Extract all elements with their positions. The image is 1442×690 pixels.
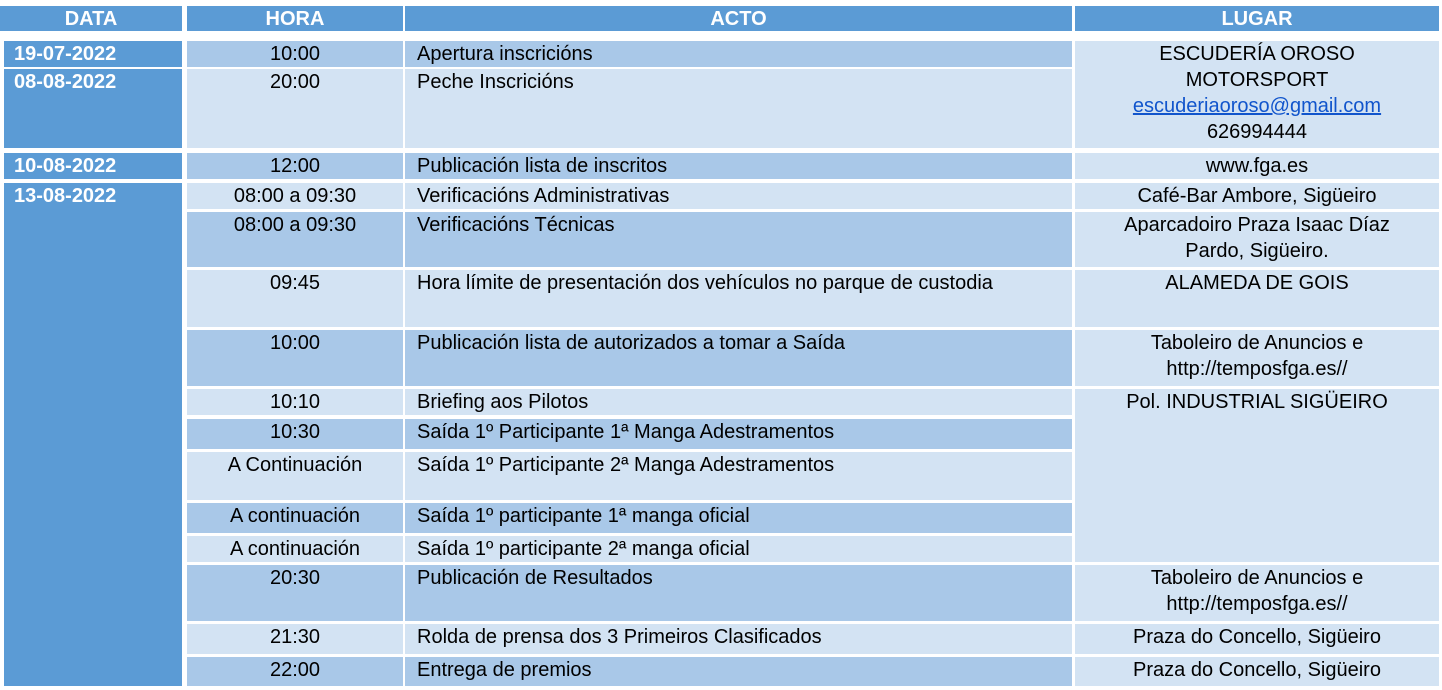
hora-cell: 08:00 a 09:30 [187, 183, 403, 209]
lugar-cell: ALAMEDA DE GOIS [1075, 270, 1439, 327]
hora-cell: 10:10 [187, 389, 403, 415]
lugar-cell: Praza do Concello, Sigüeiro [1075, 657, 1439, 686]
hora-cell: 10:30 [187, 419, 403, 449]
acto-cell: Rolda de prensa dos 3 Primeiros Clasificados [405, 624, 1072, 654]
lugar-cell: www.fga.es [1075, 153, 1439, 179]
hora-cell: 10:00 [187, 330, 403, 386]
hora-cell: A Continuación [187, 452, 403, 500]
date-cell: 19-07-2022 [4, 41, 182, 67]
organizer-name: ESCUDERÍA OROSO [1159, 43, 1355, 65]
lugar-line: Pardo, Sigüeiro. [1185, 240, 1329, 262]
acto-cell: Publicación de Resultados [405, 565, 1072, 621]
phone-number: 626994444 [1206, 121, 1308, 143]
lugar-cell: Pol. INDUSTRIAL SIGÜEIRO [1075, 389, 1439, 562]
hora-cell: 20:30 [187, 565, 403, 621]
lugar-cell [1075, 330, 1439, 386]
header-lugar: LUGAR [1075, 6, 1439, 31]
acto-cell: Publicación lista de autorizados a tomar a Saída [405, 330, 1072, 386]
acto-cell: Entrega de premios [405, 657, 1072, 686]
lugar-cell: Café-Bar Ambore, Sigüeiro [1075, 183, 1439, 209]
acto-cell: Peche Inscricións [405, 69, 1072, 148]
organizer-name-line2: MOTORSPORT [1185, 69, 1329, 91]
acto-cell: Publicación lista de inscritos [405, 153, 1072, 179]
hora-cell: 21:30 [187, 624, 403, 654]
acto-cell: Briefing aos Pilotos [405, 389, 1072, 415]
lugar-line: Taboleiro de Anuncios e [1150, 332, 1364, 354]
hora-cell: 22:00 [187, 657, 403, 686]
header-acto: ACTO [405, 6, 1072, 31]
hora-cell: 10:00 [187, 41, 403, 67]
header-data: DATA [0, 6, 182, 31]
lugar-line: http://temposfga.es// [1166, 358, 1348, 380]
acto-cell: Saída 1º Participante 1ª Manga Adestramentos [405, 419, 1072, 449]
date-cell: 13-08-2022 [4, 183, 182, 686]
acto-cell: Hora límite de presentación dos vehículos no parque de custodia [405, 270, 1072, 327]
lugar-line: http://temposfga.es// [1166, 593, 1348, 615]
date-cell: 08-08-2022 [4, 69, 182, 148]
hora-cell: 08:00 a 09:30 [187, 212, 403, 267]
acto-cell: Saída 1º participante 2ª manga oficial [405, 536, 1072, 562]
lugar-cell: Praza do Concello, Sigüeiro [1075, 624, 1439, 654]
date-cell: 10-08-2022 [4, 153, 182, 179]
acto-cell: Verificacións Técnicas [405, 212, 1072, 267]
hora-cell: 12:00 [187, 153, 403, 179]
email-link[interactable]: escuderiaoroso@gmail.com [1132, 95, 1382, 117]
lugar-line: Taboleiro de Anuncios e [1150, 567, 1364, 589]
hora-cell: A continuación [187, 503, 403, 533]
lugar-line: Aparcadoiro Praza Isaac Díaz [1124, 214, 1390, 236]
hora-cell: A continuación [187, 536, 403, 562]
lugar-cell [1075, 212, 1439, 267]
lugar-cell [1075, 565, 1439, 621]
acto-cell: Apertura inscricións [405, 41, 1072, 67]
acto-cell: Saída 1º participante 1ª manga oficial [405, 503, 1072, 533]
lugar-cell-organizer [1075, 41, 1439, 148]
hora-cell: 09:45 [187, 270, 403, 327]
hora-cell: 20:00 [187, 69, 403, 148]
acto-cell: Verificacións Administrativas [405, 183, 1072, 209]
acto-cell: Saída 1º Participante 2ª Manga Adestramentos [405, 452, 1072, 500]
header-hora: HORA [187, 6, 403, 31]
